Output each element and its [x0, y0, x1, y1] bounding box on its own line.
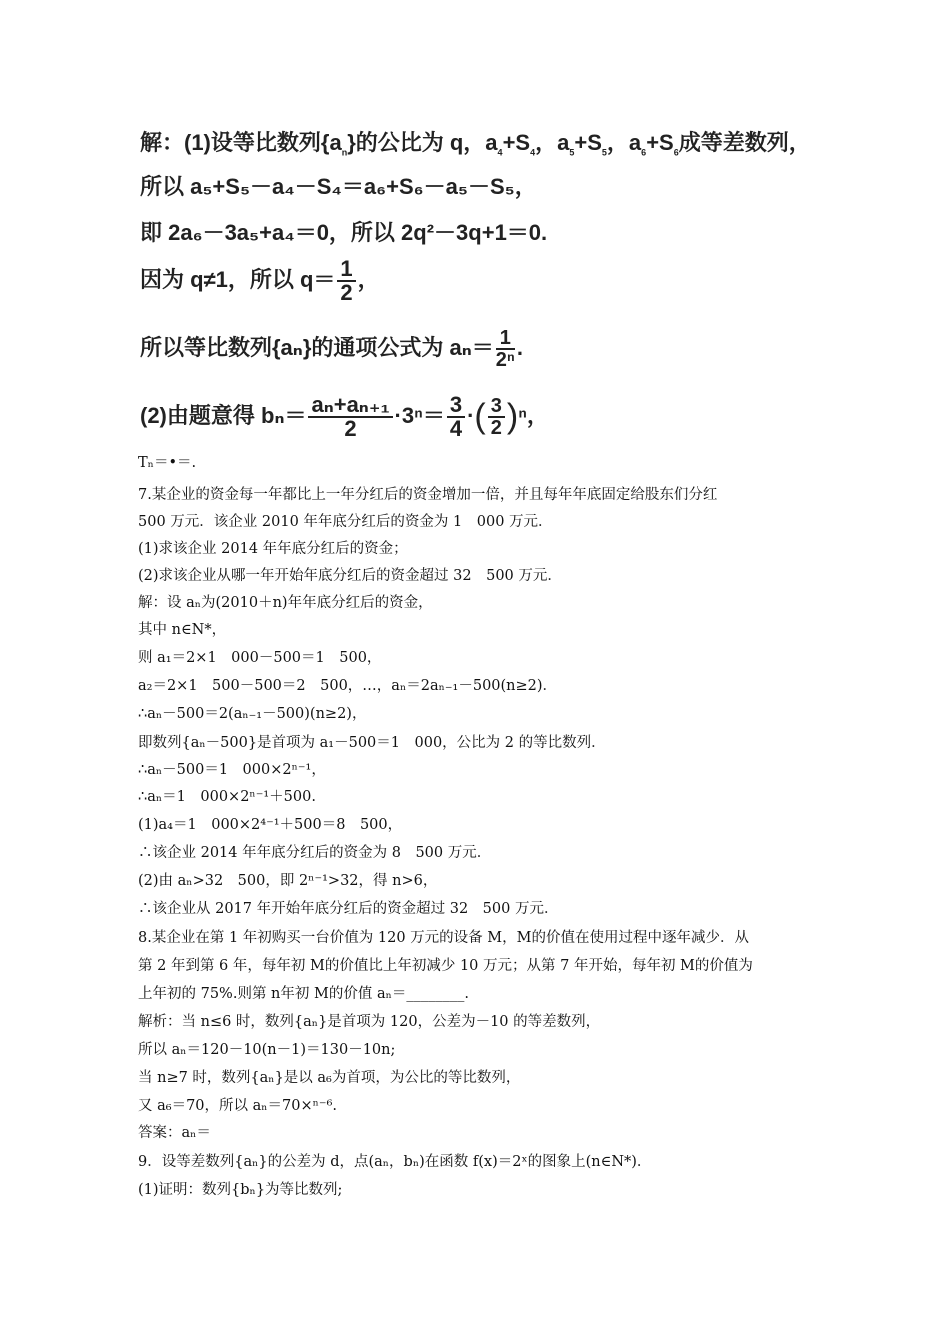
- text-line: 500 万元．该企业 2010 年年底分红后的资金为 1 000 万元．: [138, 514, 553, 530]
- text-line: 第 2 年到第 6 年，每年初 M的价值比上年初减少 10 万元；从第 7 年开始，每年初 M的价值为: [138, 958, 753, 974]
- solution-line-1: 解：(1)设等比数列$\{a_n\}$的公比为 q，$a_4+S_4$，$a_5+S_5$，$a_6+S_6$成等差数列，: [140, 130, 811, 158]
- text-line: (1)证明：数列{bₙ}为等比数列;: [138, 1182, 343, 1198]
- fraction: $\frac{\text{aₙ+aₙ₊₁}}{2}$: [308, 394, 392, 440]
- fraction: $\frac{1}{2}$: [337, 258, 355, 304]
- text-line: 当 n≥7 时，数列{aₙ}是以 a₆为首项，为公比的等比数列，: [138, 1070, 521, 1086]
- text-line: (2)由 aₙ>32 500，即 2ⁿ⁻¹>32，得 n>6，: [138, 873, 438, 889]
- fraction: $\frac{3}{4}$: [447, 394, 465, 440]
- text-line: ∴aₙ－500＝2(aₙ₋₁－500)(n≥2)，: [138, 706, 367, 722]
- text-line: Tₙ＝•＝.: [138, 455, 197, 471]
- text-line: ∴该企业从 2017 年开始年底分红后的资金超过 32 500 万元．: [138, 901, 559, 917]
- text-line: 8.某企业在第 1 年初购买一台价值为 120 万元的设备 M，M的价值在使用过程中逐年减少．从: [138, 930, 749, 946]
- text-line: (1)求该企业 2014 年年底分红后的资金；: [138, 541, 408, 557]
- text-line: 其中 n∈N*，: [138, 622, 227, 638]
- text-line: a₂＝2×1 500－500＝2 500，…，aₙ＝2aₙ₋₁－500(n≥2)．: [138, 678, 558, 694]
- solution-line-5: 所以等比数列{aₙ}的通项公式为 aₙ＝ $\frac{1}{\text{2ⁿ}}$ .: [140, 327, 523, 371]
- text-line: 又 a₆＝70，所以 aₙ＝70×ⁿ⁻⁶.: [138, 1098, 337, 1114]
- text-line: (2)求该企业从哪一年开始年底分红后的资金超过 32 500 万元．: [138, 568, 562, 584]
- text-line: 上年初的 75%.则第 n年初 M的价值 aₙ＝________.: [138, 986, 469, 1002]
- solution-line-2: 所以 a₅+S₅－a₄－S₄＝a₆+S₆－a₅－S₅，: [140, 174, 537, 199]
- fraction: $\frac{3}{2}$: [488, 396, 505, 438]
- solution-line-3: 即 2a₆－3a₅+a₄＝0，所以 2q²－3q+1＝0.: [140, 220, 548, 245]
- fraction: $\frac{1}{\text{2ⁿ}}$: [495, 327, 515, 371]
- text-line: 则 a₁＝2×1 000－500＝1 500，: [138, 650, 382, 666]
- text-line: ∴aₙ－500＝1 000×2ⁿ⁻¹，: [138, 762, 326, 778]
- text-line: 答案：aₙ＝: [138, 1125, 211, 1141]
- text-line: 解：设 aₙ为(2010＋n)年年底分红后的资金，: [138, 595, 433, 611]
- text-line: 即数列{aₙ－500}是首项为 a₁－500＝1 000，公比为 2 的等比数列．: [138, 735, 606, 751]
- text-line: 9．设等差数列{aₙ}的公差为 d，点(aₙ，bₙ)在函数 f(x)＝2ˣ的图象上(n∈N*)．: [138, 1154, 652, 1170]
- text-line: 解析：当 n≤6 时，数列{aₙ}是首项为 120，公差为－10 的等差数列，: [138, 1014, 601, 1030]
- solution-line-4: 因为 q≠1，所以 q＝ $\frac{1}{2}$ ，: [140, 256, 380, 305]
- text-line: (1)a₄＝1 000×2⁴⁻¹＋500＝8 500，: [138, 817, 403, 833]
- text-line: ∴aₙ＝1 000×2ⁿ⁻¹＋500.: [138, 789, 316, 805]
- text-line: ∴该企业 2014 年年底分红后的资金为 8 500 万元．: [138, 845, 492, 861]
- solution-line-6: (2)由题意得 bₙ＝ $\frac{\text{aₙ+aₙ₊₁}}{2}$ ·3ⁿ＝ $\frac{3}{4}$ ·( $\frac{3}{2}$ )ⁿ，: [140, 392, 549, 441]
- text-line: 7.某企业的资金每一年都比上一年分红后的资金增加一倍，并且每年年底固定给股东们分红: [138, 487, 718, 503]
- text-line: 所以 aₙ＝120－10(n－1)＝130－10n;: [138, 1042, 396, 1058]
